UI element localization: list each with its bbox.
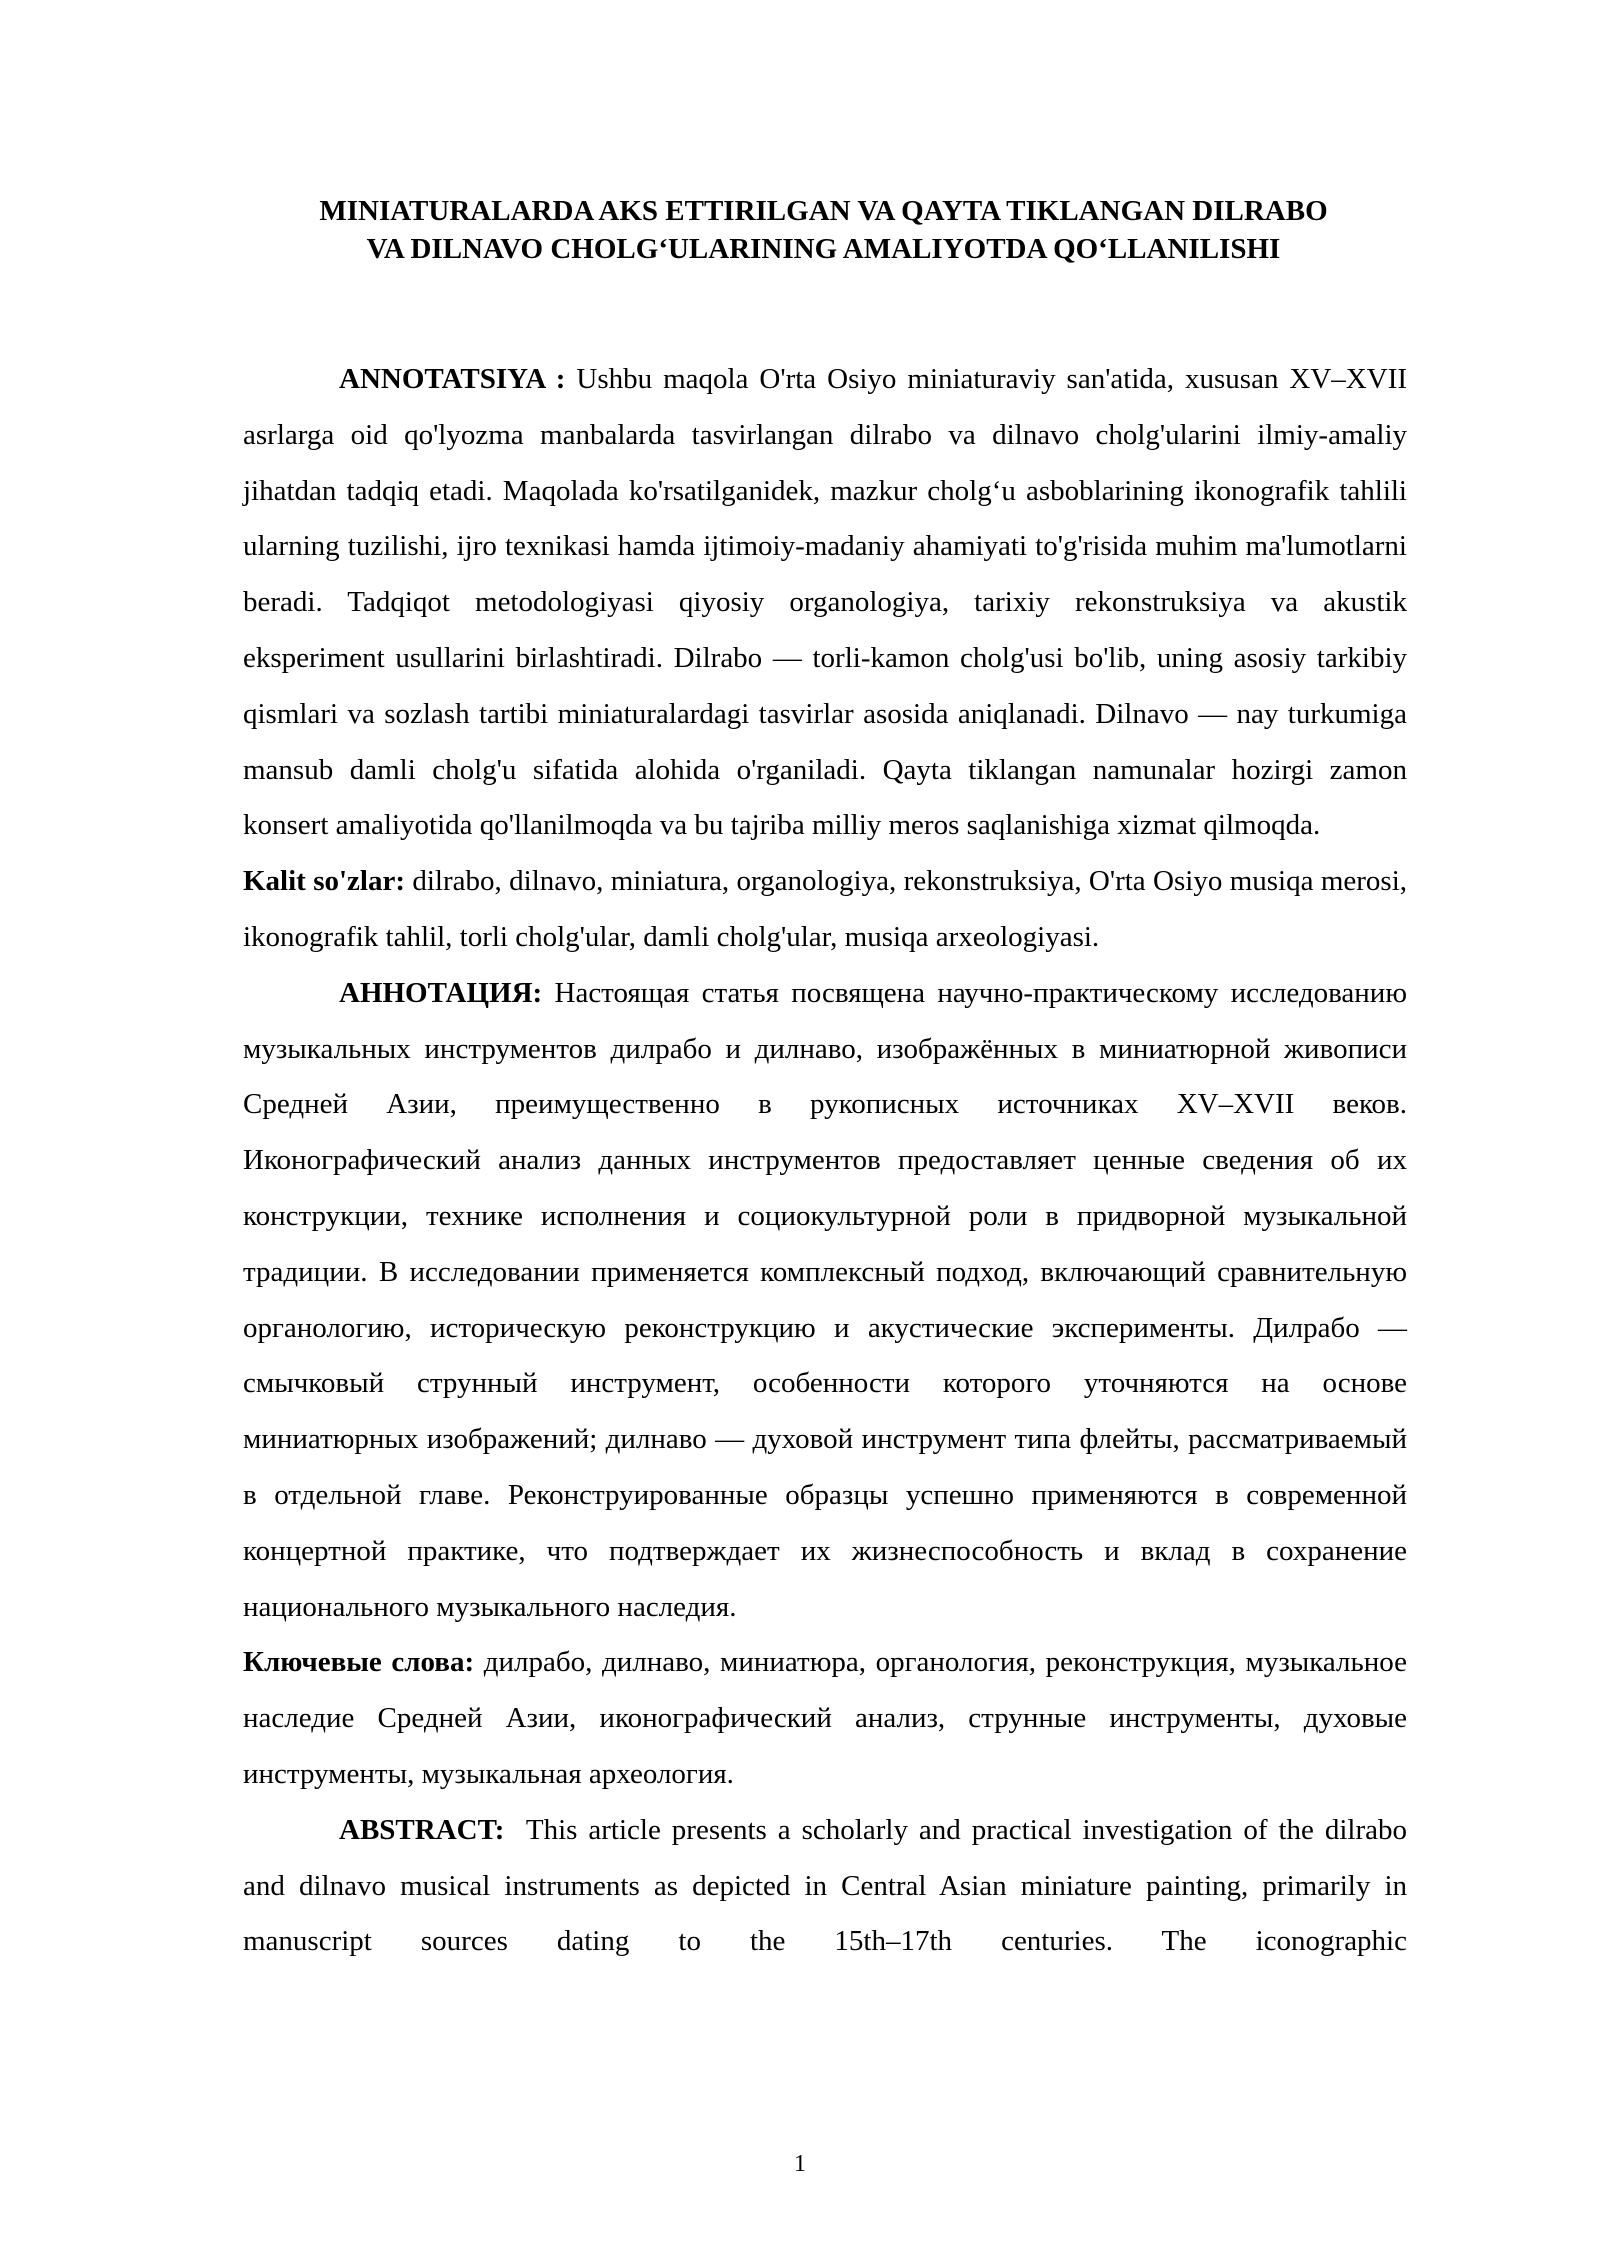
annotation-uz-text: Ushbu maqola O'rta Osiyo miniaturaviy san'atida, xususan XV–XVII asrlarga oid qo'lyozma manbalarda tasvirlangan dilrabo va dilnavo cholg'ularini ilmiy-amaliy jihatdan tadqiq etadi. Maqolada ko'rsatilganidek, mazkur cholg‘u asboblarining ikonografik tahlili ularning tuzilishi, ijro texnikasi hamda ijtimoiy-madaniy ahamiyati to'g'risida muhim ma'lumotlarni beradi. Tadqiqot metodologiyasi qiyosiy organologiya, tarixiy rekonstruksiya va akustik eksperiment usullarini birlashtiradi. Dilrabo — torli-kamon cholg'usi bo'lib, uning asosiy tarkibiy qismlari va sozlash tartibi miniaturalardagi tasvirlar asosida aniqlanadi. Dilnavo — nay turkumiga mansub damli cholg'u sifatida alohida o'rganiladi. Qayta tiklangan namunalar hozirgi zamon konsert amaliyotida qo'llanilmoqda va bu tajriba milliy meros saqlanishiga xizmat qilmoqda.: [243, 363, 1408, 842]
abstract-en-text: This article presents a scholarly and practical investigation of the dilrabo and dilnavo musical instruments as depicted in Central Asian miniature painting, primarily in manuscript sources dating to the 15th–17th centuries. The iconographic: [243, 1813, 1407, 1958]
keywords-uz-label: Kalit so'zlar:: [243, 865, 405, 898]
annotation-uz-label: ANNOTATSIYA :: [339, 363, 566, 395]
keywords-ru-paragraph: [243, 1635, 1407, 1802]
keywords-ru-text: дилрабо, дилнаво, миниатюра, органология, реконструкция, музыкальное наследие Средней Азии, иконографический анализ, струнные инструменты, духовые инструменты, музыкальная археология.: [243, 1646, 1407, 1790]
keywords-uz-text: dilrabo, dilnavo, miniatura, organologiya, rekonstruksiya, O'rta Osiyo musiqa merosi, ikonografik tahlil, torli cholg'ular, damli cholg'ular, musiqa arxeologiyasi.: [243, 865, 1408, 953]
keywords-ru-label: Ключевые слова:: [243, 1646, 475, 1679]
annotation-uz-paragraph: [243, 352, 1407, 854]
article-body: [243, 352, 1407, 1970]
page-number: 1: [794, 2151, 806, 2177]
annotation-ru-label: АННОТАЦИЯ:: [339, 976, 543, 1009]
article-title-line-1: MINIATURALARDA AKS ETTIRILGAN VA QAYTA TIKLANGAN DILRABO: [319, 195, 1328, 227]
abstract-en-label: ABSTRACT:: [339, 1813, 505, 1846]
article-title-line-2: VA DILNAVO CHOLG‘ULARINING AMALIYOTDA QO‘LLANILISHI: [366, 233, 1281, 265]
annotation-ru-paragraph: [243, 966, 1407, 1636]
annotation-ru-text: Настоящая статья посвящена научно-практическому исследованию музыкальных инструментов дилрабо и дилнаво, изображённых в миниатюрной живописи Средней Азии, преимущественно в рукописных источниках XV–XVII веков. Иконографический анализ данных инструментов предоставляет ценные сведения об их конструкции, технике исполнения и социокультурной роли в придворной музыкальной традиции. В исследовании применяется комплексный подход, включающий сравнительную органологию, историческую реконструкцию и акустические эксперименты. Дилрабо — смычковый струнный инструмент, особенности которого уточняются на основе миниатюрных изображений; дилнаво — духовой инструмент типа флейты, рассматриваемый в отдельной главе. Реконструированные образцы успешно применяются в современной концертной практике, что подтверждает их жизнеспособность и вклад в сохранение национального музыкального наследия.: [243, 976, 1407, 1623]
article-title: [240, 192, 1407, 268]
abstract-en-paragraph: [243, 1803, 1407, 1970]
keywords-uz-paragraph: [243, 854, 1407, 966]
